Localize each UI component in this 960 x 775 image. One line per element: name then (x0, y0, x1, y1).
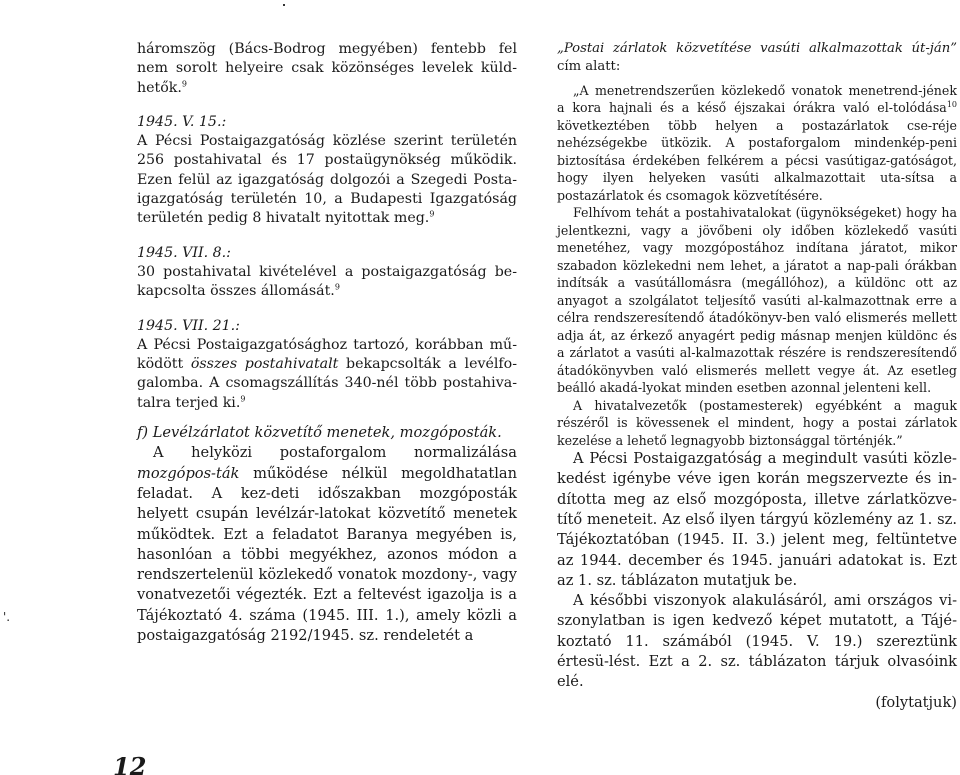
paragraph (137, 443, 517, 646)
paragraph-text: A helyközi postaforgalom normalizálása (153, 444, 517, 462)
page-number: 12 (113, 752, 147, 775)
paragraph-intro (137, 40, 517, 98)
paragraph: A későbbi viszonyok alakulásáról, ami országos vi-szonylatban is igen kedvező képet mutatott, a Tájé-koztató 11. számából (1945. V. 19.) szereztünk értesü-lést. Ezt a 2. sz. táblázaton tárjuk olvasóink elé. (557, 592, 957, 691)
footnote-ref: 9 (181, 78, 187, 88)
right-column (557, 40, 957, 713)
scan-speck (283, 4, 285, 6)
quote-block (557, 82, 957, 450)
footnote-ref: 9 (334, 282, 340, 292)
paragraph-text: bekapcsolták a levélfo-galomba. A csomagszállítás 340-nél több postahiva-talra terjed ki. (137, 356, 517, 411)
date-heading: 1945. VII. 8.: (137, 244, 231, 261)
scan-margin-mark: '. (3, 610, 11, 624)
paragraph (137, 336, 517, 413)
body-block (557, 449, 957, 713)
paragraph-text: cím alatt: (557, 58, 621, 74)
quote-paragraph: Felhívom tehát a postahivatalokat (ügynökségeket) hogy ha jelentkezni, vagy a jövőbeni oly időben közlekedő vasúti menetéhez, vagy mozgópostához indítana járatot, mikor szabadon közlekedni nem lehet, a járatot a nap-pali órákban indítsák a vasútállomásra (megállóhoz), a küldönc ott az anyagot a szolgálatot teljesítő vasúti al-kalmazottnak erre a célra rendszeresítendő átadókönyv-ben való elismerés mellett adja át, az érkező anyagért pedig másnap menjen küldönc és a zárlatot a vasúti al-kalmazottak részére is rendszeresítendő átadókönyvben való elismerés mellett vegye át. Az esetleg beálló akadá-lyokat minden esetben azonnal jelenteni kell. (557, 205, 957, 396)
section-heading: f) Levélzárlatot közvetítő menetek, mozgóposták. (137, 424, 502, 442)
left-column (137, 40, 517, 646)
paragraph: A Pécsi Postaigazgatóság a megindult vasúti közle-kedést igénybe véve igen korán megszervezte és in-dította meg az első mozgóposta, illetve zárlatközve-títő meneteit. Az első ilyen tárgyú közlemény az 1. sz. Tájékoztatóban (1945. II. 3.) jelent meg, feltüntetve az 1944. december és 1945. januári adatokat is. Ezt az 1. sz. táblázaton mutatjuk be. (557, 450, 957, 589)
paragraph-text: működése nélkül megoldhatatlan feladat. A kez-deti időszakban mozgóposták helyett csupán levélzár-latokat közvetítő menetek működtek. Ezt a feladatot Baranya megyében is, hasonlóan a többi megyékhez, azonos módon a rendszertelenül közlekedő vonatok mozdony-, vagy vonatvezetői végezték. Ezt a feltevést igazolja is a Tájékoztató 4. száma (1945. III. 1.), amely közli a postaigazgatóság 2192/1945. sz. rendeletét a (137, 464, 517, 645)
paragraph-intro-text: háromszög (Bács-Bodrog megyében) fentebb fel nem sorolt helyeire csak közönséges levelek küld-hetők. (137, 41, 517, 96)
continued-note: (folytatjuk) (875, 693, 957, 711)
date-heading: 1945. VII. 21.: (137, 317, 240, 334)
paragraph-text: A Pécsi Postaigazgatóság közlése szerint területén 256 postahivatal és 17 postaügynökség működik. Ezen felül az igazgatóság dolgozói a Szegedi Posta-igazgatóság területén 10, a Budapesti Igazgatóság területén pedig 8 hivatalt nyitottak meg. (137, 133, 517, 227)
paragraph-text: A Pécsi Postaigazgatósághoz tartozó, korábban mű-ködött (137, 336, 517, 373)
quote-text: következtében több helyen a postazárlatok cse-réje nehézségekbe ütközik. A postaforgalom mindenkép-peni biztosítása érdekében felkérem a pécsi vasútigaz-gatóságot, hogy ilyen helyeken vasúti alkalmazottait uta-sítsa a postazárlatok és csomagok közvetítésére. (557, 117, 957, 203)
footnote-ref: 9 (240, 394, 246, 404)
paragraph (137, 132, 517, 228)
emphasis-text: összes postahivatalt (190, 356, 339, 373)
paragraph-text: 30 postahivatal kivételével a postaigazgatóság be-kapcsolta összes állomását. (137, 263, 517, 300)
footnote-ref: 10 (946, 99, 957, 109)
quote-text: „A menetrendszerűen közlekedő vonatok menetrend-jének a kora hajnali és a késő éjszakai órákra való el-tolódása (557, 82, 957, 116)
quote-paragraph: A hivatalvezetők (postamesterek) egyébként a maguk részéről is kövessenek el mindent, hogy a postai zárlatok kezelése a lehető legnagyobb biztonsággal történjék.” (557, 397, 957, 448)
date-heading: 1945. V. 15.: (137, 113, 227, 130)
emphasis-text: „Postai zárlatok közvetítése vasúti alkalmazottak út-ján” (557, 41, 957, 56)
paragraph-quote-title (557, 40, 957, 76)
quote-paragraph (557, 82, 957, 205)
emphasis-text: mozgópos-ták (137, 464, 240, 482)
paragraph (137, 263, 517, 302)
footnote-ref: 9 (429, 209, 435, 219)
